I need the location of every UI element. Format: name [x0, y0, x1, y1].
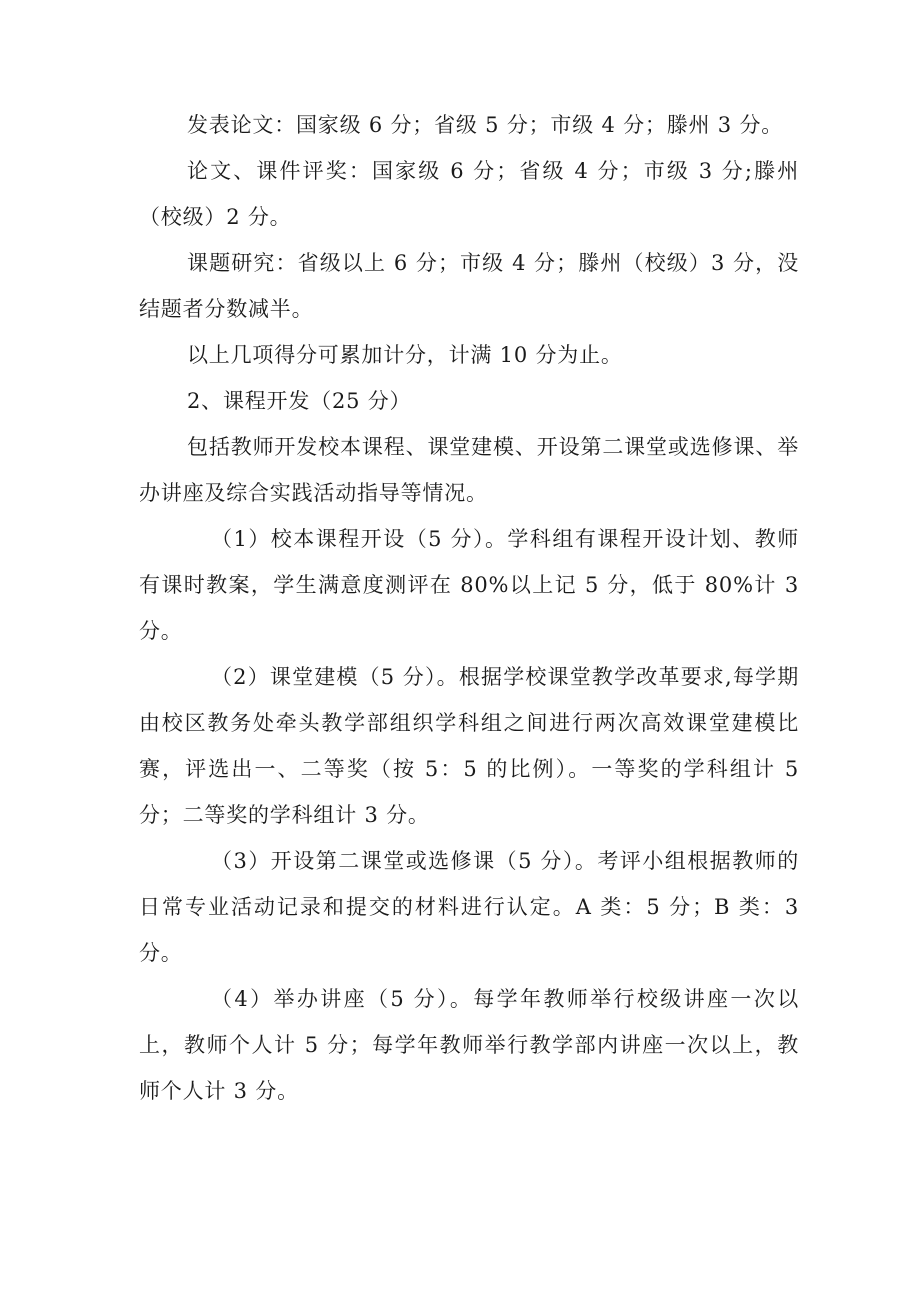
paragraph-paper-awards: 论文、课件评奖：国家级 6 分；省级 4 分；市级 3 分;滕州（校级）2 分。 [139, 159, 799, 229]
item-lectures: （4）举办讲座（5 分）。每学年教师举行校级讲座一次以上，教师个人计 5 分；每学年教师举行教学部内讲座一次以上，教师个人计 3 分。 [139, 987, 799, 1103]
item-second-classroom: （3）开设第二课堂或选修课（5 分）。考评小组根据教师的日常专业活动记录和提交的材料进行认定。A 类：5 分；B 类：3 分。 [139, 849, 799, 965]
item-school-based-course: （1）校本课程开设（5 分）。学科组有课程开设计划、教师有课时教案，学生满意度测评在 80%以上记 5 分，低于 80%计 3 分。 [139, 527, 799, 643]
paragraph-research-projects: 课题研究：省级以上 6 分；市级 4 分；滕州（校级）3 分，没结题者分数减半。 [139, 251, 799, 321]
section-heading-course-development: 2、课程开发（25 分） [187, 389, 412, 413]
paragraph-score-cap: 以上几项得分可累加计分，计满 10 分为止。 [187, 343, 623, 367]
paragraph-course-development-scope: 包括教师开发校本课程、课堂建模、开设第二课堂或选修课、举办讲座及综合实践活动指导等情况。 [139, 435, 799, 505]
paragraph-paper-publication: 发表论文：国家级 6 分；省级 5 分；市级 4 分；滕州 3 分。 [187, 113, 784, 137]
item-classroom-modeling: （2）课堂建模（5 分）。根据学校课堂教学改革要求,每学期由校区教务处牵头教学部组织学科组之间进行两次高效课堂建模比赛，评选出一、二等奖（按 5：5 的比例）。一等奖的学科组计 5 分；二等奖的学科组计 3 分。 [139, 665, 799, 827]
document-body [139, 102, 799, 1114]
